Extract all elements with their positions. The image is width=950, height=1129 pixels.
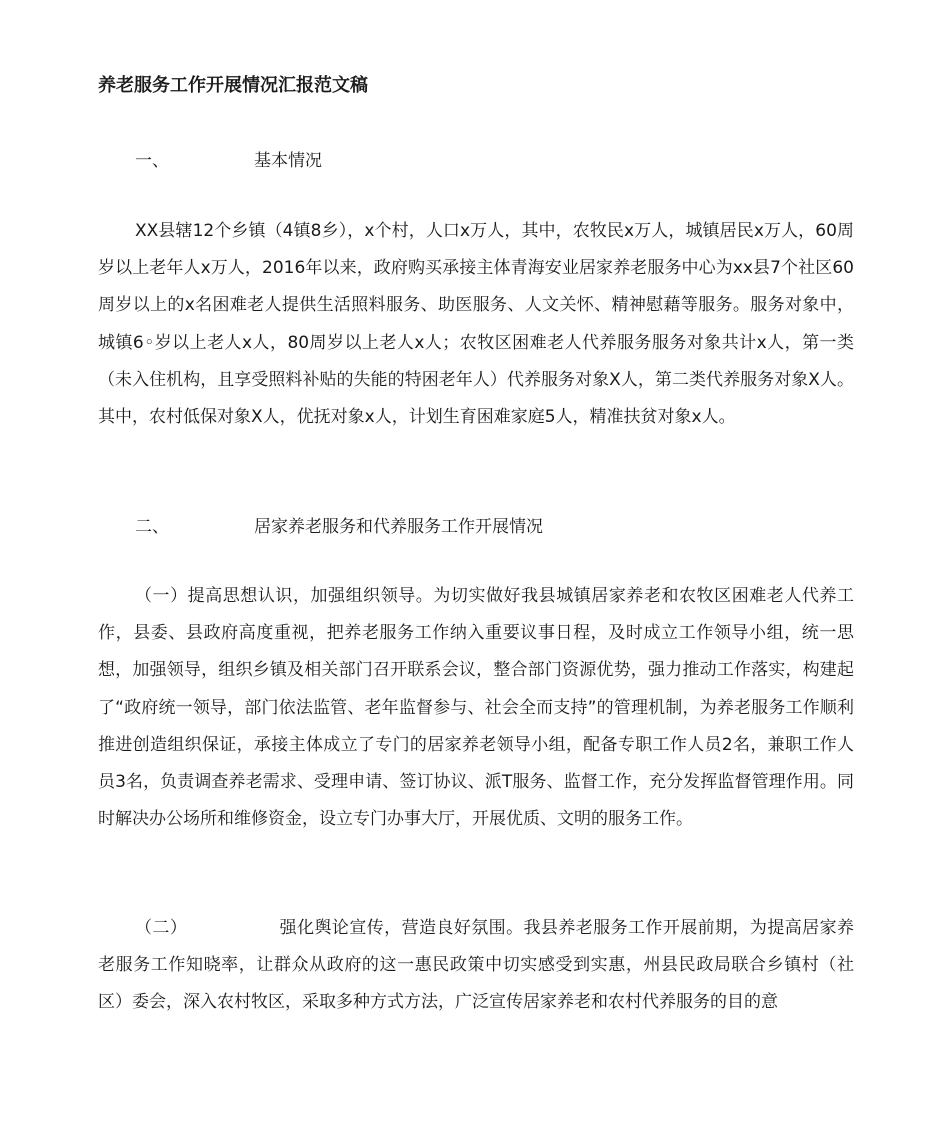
subsection-2-paragraph xyxy=(98,910,854,1022)
subsection-2-label: （二） xyxy=(135,918,188,938)
subsection-2-text: 强化舆论宣传，营造良好氛围。我县养老服务工作开展前期，为提高居家养老服务工作知晓率，让群众从政府的这一惠民政策中切实感受到实惠，州县民政局联合乡镇村（社区）委会，深入农村牧区，采取多种方式方法，广泛宣传居家养老和农村代养服务的目的意 xyxy=(98,918,854,1013)
section-1-paragraph: XX县辖12个乡镇（4镇8乡），x个村，人口x万人，其中，农牧民x万人，城镇居民x万人，60周岁以上老年人x万人，2016年以来，政府购买承接主体青海安业居家养老服务中心为xx县7个社区60周岁以上的x名困难老人提供生活照料服务、助医服务、人文关怀、精神慰藉等服务。服务对象中，城镇6◦岁以上老人x人，80周岁以上老人x人；农牧区困难老人代养服务服务对象共计x人，第一类（未入住机构，且享受照料补贴的失能的特困老年人）代养服务对象X人，第二类代养服务对象X人。其中，农村低保对象X人，优抚对象x人，计划生育困难家庭5人，精准扶贫对象x人。 xyxy=(98,221,854,428)
document-title: 养老服务工作开展情况汇报范文稿 xyxy=(98,75,368,96)
section-2-title: 居家养老服务和代养服务工作开展情况 xyxy=(254,517,543,537)
section-2-number: 二、 xyxy=(135,517,169,537)
section-1-heading xyxy=(135,148,322,174)
section-1-title: 基本情况 xyxy=(254,151,322,171)
section-1-number: 一、 xyxy=(135,151,169,171)
section-2-heading xyxy=(135,514,543,540)
subsection-1-paragraph: （一）提高思想认识，加强组织领导。为切实做好我县城镇居家养老和农牧区困难老人代养工作，县委、县政府高度重视，把养老服务工作纳入重要议事日程，及时成立工作领导小组，统一思想，加强领导，组织乡镇及相关部门召开联系会议，整合部门资源优势，强力推动工作落实，构建起了“政府统一领导，部门依法监管、老年监督参与、社会全而支持”的管理机制，为养老服务工作顺利推进创造组织保证，承接主体成立了专门的居家养老领导小组，配备专职工作人员2名，兼职工作人员3名，负责调查养老需求、受理申请、签订协议、派T服务、监督工作，充分发挥监督管理作用。同时解决办公场所和维修资金，设立专门办事大厅，开展优质、文明的服务工作。 xyxy=(98,586,854,830)
